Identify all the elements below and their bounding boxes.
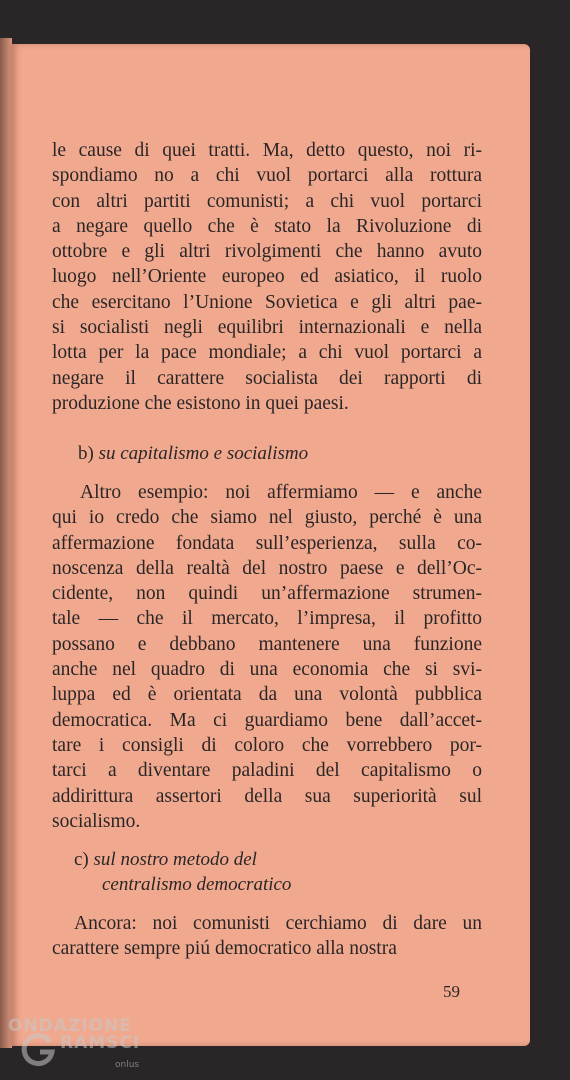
- text-line: produzione che esistono in quei paesi.: [52, 392, 349, 414]
- text-line: Altro esempio: noi affermiamo — e anche: [80, 482, 482, 503]
- watermark-line-1: ONDAZIONE: [8, 1016, 132, 1036]
- paragraph-3: [52, 911, 482, 962]
- text-line: addirittura assertori della sua superiorità sul: [52, 785, 482, 807]
- text-line: spondiamo no a chi vuol portarci alla rottura: [52, 165, 482, 187]
- text-line: cidente, non quindi un’affermazione strumen-: [52, 583, 482, 605]
- text-line: affermazione fondata sull’esperienza, sulla co-: [52, 532, 482, 554]
- text-line: che esercitano l’Unione Sovietica e gli altri pae-: [52, 291, 482, 313]
- text-line: socialismo.: [52, 810, 141, 832]
- page-number: 59: [443, 982, 460, 1001]
- text-line: ottobre e gli altri rivolgimenti che hanno avuto: [52, 241, 482, 263]
- section-title-c-line1: sul nostro metodo del: [93, 849, 257, 870]
- text-line: luppa ed è orientata da una volontà pubblica: [52, 684, 482, 706]
- watermark-onlus: onlus: [115, 1060, 140, 1070]
- watermark-line-2: RAMSCI: [60, 1033, 141, 1053]
- text-line: possano e debbano mantenere una funzione: [52, 633, 482, 655]
- text-line: tare i consigli di coloro che vorrebbero por-: [52, 734, 482, 756]
- text-line: luogo nell’Oriente europeo ed asiatico, il ruolo: [52, 266, 482, 288]
- text-line: tarci a diventare paladini del capitalismo o: [52, 760, 482, 782]
- text-line: tale — che il mercato, l’impresa, il profitto: [52, 608, 482, 630]
- text-line: democratica. Ma ci guardiamo bene dall’accet-: [52, 709, 482, 731]
- text-line: carattere sempre piú democratico alla nostra: [52, 938, 397, 960]
- paragraph-2: [52, 480, 482, 834]
- text-line: con altri partiti comunisti; a chi vuol portarci: [52, 190, 482, 212]
- section-title-c-line2: centralismo democratico: [102, 874, 292, 895]
- text-line: si socialisti negli equilibri internazionali e nella: [52, 317, 482, 339]
- section-marker-b: b): [78, 443, 94, 464]
- text-line: anche nel quadro di una economia che si svi-: [52, 659, 482, 681]
- section-title-b: su capitalismo e socialismo: [98, 443, 309, 464]
- text-line: Ancora: noi comunisti cerchiamo di dare un: [74, 913, 482, 934]
- section-marker-c: c): [74, 849, 89, 870]
- text-line: lotta per la pace mondiale; a chi vuol portarci a: [52, 342, 482, 364]
- section-heading-b: [78, 441, 308, 466]
- paragraph-1: [52, 138, 482, 416]
- text-line: le cause di quei tratti. Ma, detto questo, noi ri-: [52, 140, 482, 161]
- watermark-g-icon: [20, 1032, 56, 1068]
- section-heading-c: [74, 847, 257, 872]
- section-heading-c-continued: [102, 872, 291, 897]
- text-line: noscenza della realtà del nostro paese e dell’Oc-: [52, 557, 482, 579]
- text-line: negare il carattere socialista dei rapporti di: [52, 367, 482, 389]
- text-line: qui io credo che siamo nel giusto, perché è una: [52, 507, 482, 529]
- text-line: a negare quello che è stato la Rivoluzione di: [52, 215, 482, 237]
